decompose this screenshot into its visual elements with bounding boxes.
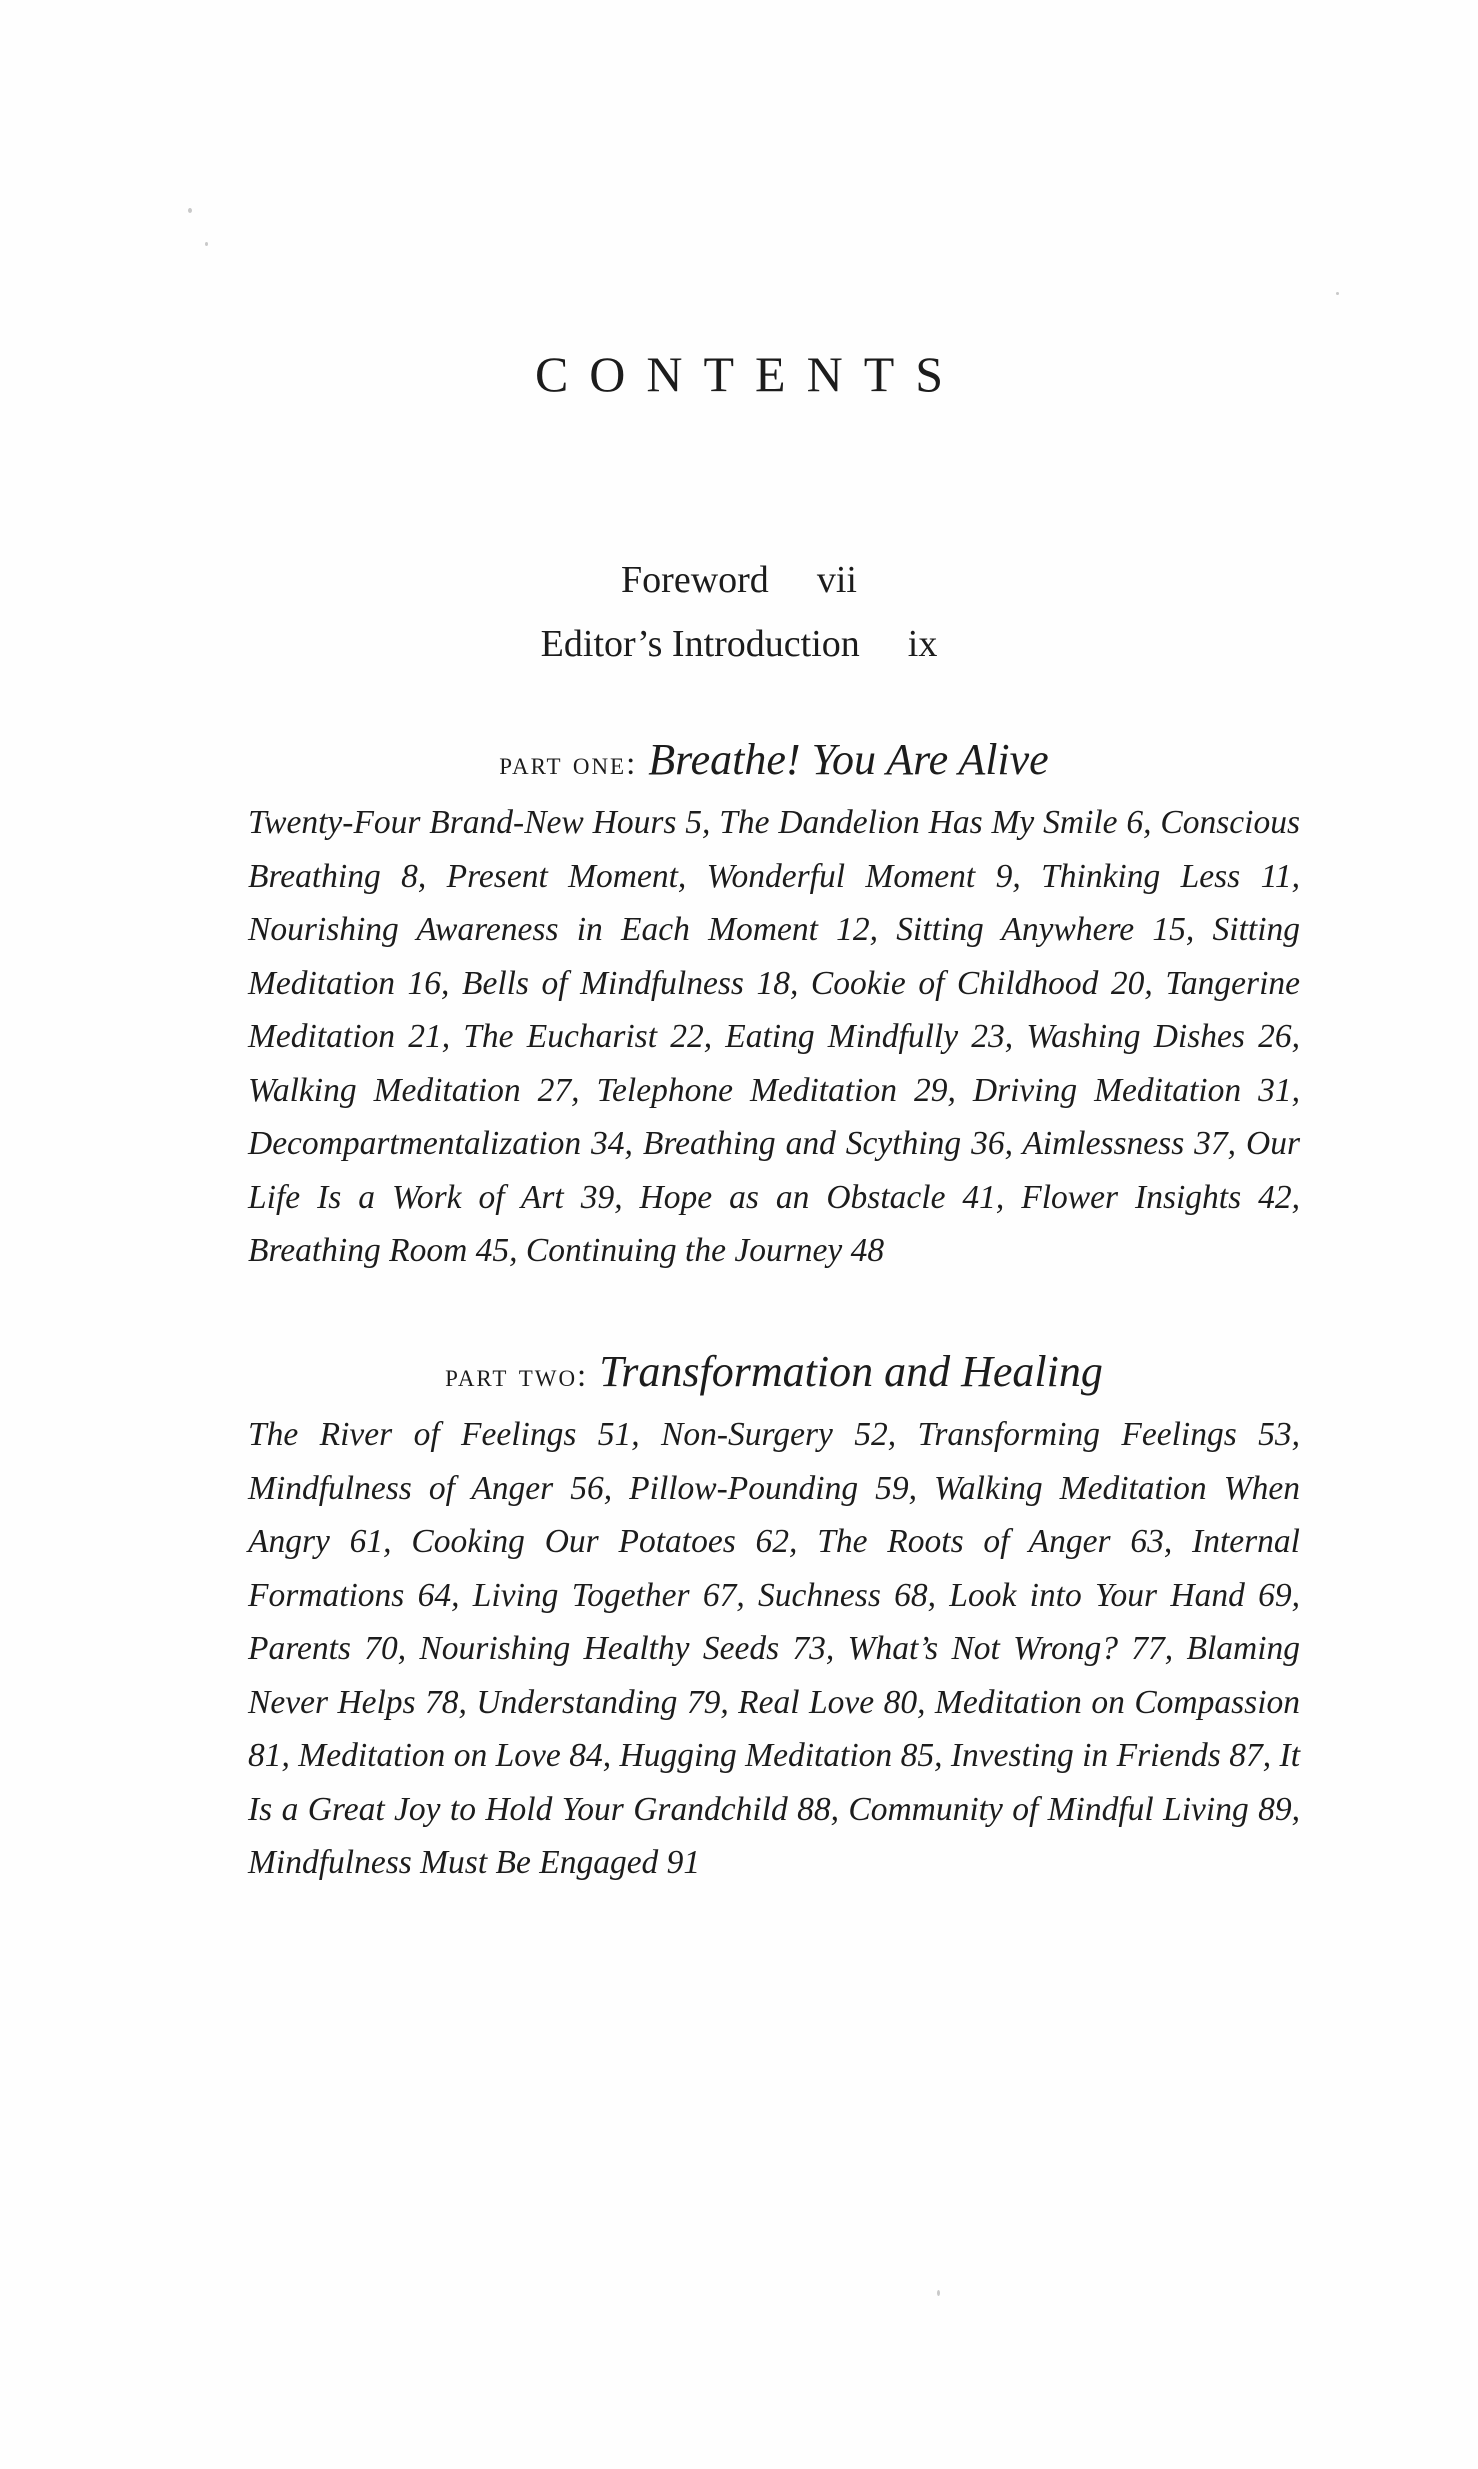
paper-speck xyxy=(188,208,192,213)
part-heading xyxy=(248,1342,1300,1406)
paper-speck xyxy=(1336,292,1339,295)
part-label: part one: xyxy=(499,746,638,782)
front-matter-entry-editors-introduction xyxy=(0,612,1478,676)
part-chapter-list: Twenty-Four Brand-New Hours 5, The Dandelion Has My Smile 6, Conscious Breathing 8, Present Moment, Wonderful Moment 9, Thinking Less 11, Nourishing Awareness in Each Moment 12, Sitting Anywhere 15, Sitting Meditation 16, Bells of Mindfulness 18, Cookie of Childhood 20, Tangerine Meditation 21, The Eucharist 22, Eating Mindfully 23, Washing Dishes 26, Walking Meditation 27, Telephone Meditation 29, Driving Meditation 31, Decompartmentalization 34, Breathing and Scything 36, Aimlessness 37, Our Life Is a Work of Art 39, Hope as an Obstacle 41, Flower Insights 42, Breathing Room 45, Continuing the Journey 48 xyxy=(248,804,1300,1269)
page-title: CONTENTS xyxy=(534,346,965,402)
part-one-section xyxy=(248,730,1300,1278)
entry-label: Foreword xyxy=(621,559,769,601)
entry-label: Editor’s Introduction xyxy=(540,623,860,665)
part-title: Breathe! You Are Alive xyxy=(648,735,1049,784)
front-matter-entry-foreword xyxy=(0,548,1478,612)
entry-page-number: vii xyxy=(816,559,857,601)
part-heading xyxy=(248,730,1300,794)
front-matter-list xyxy=(0,548,1478,676)
paper-speck xyxy=(937,2290,940,2296)
part-title: Transformation and Healing xyxy=(599,1347,1103,1396)
part-chapter-list: The River of Feelings 51, Non-Surgery 52, Transforming Feelings 53, Mindfulness of Anger 56, Pillow-Pounding 59, Walking Meditation When Angry 61, Cooking Our Potatoes 62, The Roots of Anger 63, Internal Formations 64, Living Together 67, Suchness 68, Look into Your Hand 69, Parents 70, Nourishing Healthy Seeds 73, What’s Not Wrong? 77, Blaming Never Helps 78, Understanding 79, Real Love 80, Meditation on Compassion 81, Meditation on Love 84, Hugging Meditation 85, Investing in Friends 87, It Is a Great Joy to Hold Your Grandchild 88, Community of Mindful Living 89, Mindfulness Must Be Engaged 91 xyxy=(248,1416,1300,1881)
paper-speck xyxy=(205,242,208,246)
part-label: part two: xyxy=(445,1358,589,1394)
part-two-section xyxy=(248,1342,1300,1890)
entry-page-number: ix xyxy=(907,623,938,665)
